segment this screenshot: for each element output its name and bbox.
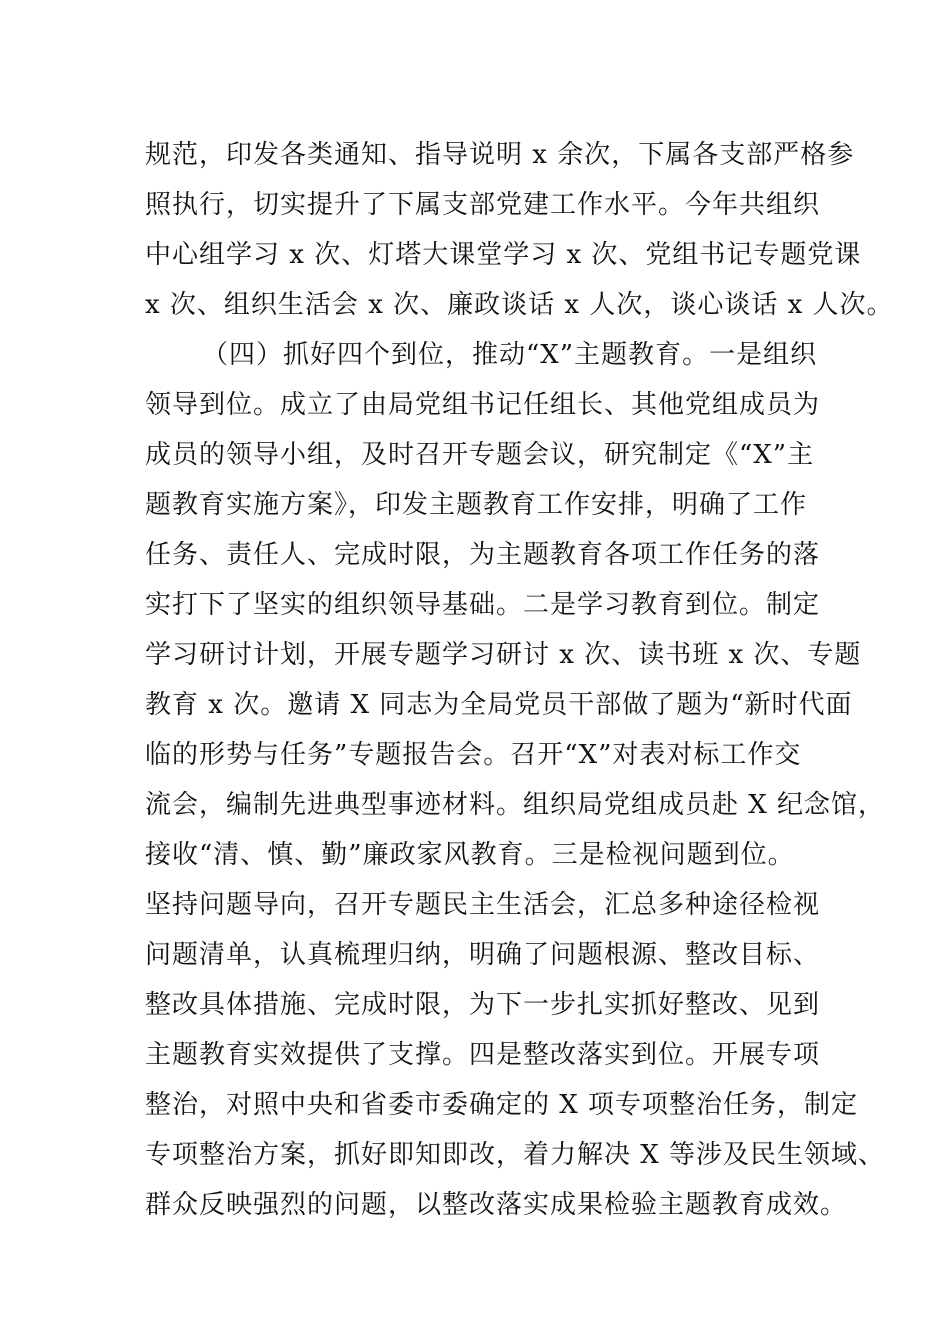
text-line-17: 问题清单，认真梳理归纳，明确了问题根源、整改目标、	[145, 940, 821, 970]
text-line-11: 学习研讨计划，开展专题学习研讨 x 次、读书班 x 次、专题	[145, 640, 862, 670]
text-line-1: 规范，印发各类通知、指导说明 x 余次，下属各支部严格参	[145, 140, 855, 170]
text-line-13: 临的形势与任务”专题报告会。召开“X”对表对标工作交	[145, 740, 802, 770]
text-line-19: 主题教育实效提供了支撑。四是整改落实到位。开展专项	[145, 1040, 821, 1070]
text-line-21: 专项整治方案，抓好即知即改，着力解决 X 等涉及民生领域、	[145, 1140, 886, 1170]
text-line-4: x 次、组织生活会 x 次、廉政谈话 x 人次，谈心谈话 x 人次。	[145, 290, 894, 320]
text-line-22: 群众反映强烈的问题，以整改落实成果检验主题教育成效。	[145, 1190, 848, 1220]
body-text	[145, 130, 894, 1230]
text-line-8: 题教育实施方案》，印发主题教育工作安排，明确了工作	[145, 490, 808, 520]
text-line-7: 成员的领导小组，及时召开专题会议，研究制定《“X”主	[145, 440, 815, 470]
text-line-6: 领导到位。成立了由局党组书记任组长、其他党组成员为	[145, 390, 821, 420]
section-heading-line: （四）抓好四个到位，推动“X”主题教育。一是组织	[202, 340, 818, 370]
text-line-10: 实打下了坚实的组织领导基础。二是学习教育到位。制定	[145, 590, 821, 620]
text-line-15: 接收“清、慎、勤”廉政家风教育。三是检视问题到位。	[145, 840, 795, 870]
text-line-18: 整改具体措施、完成时限，为下一步扎实抓好整改、见到	[145, 990, 821, 1020]
text-line-12: 教育 x 次。邀请 X 同志为全局党员干部做了题为“新时代面	[145, 690, 853, 720]
text-line-2: 照执行，切实提升了下属支部党建工作水平。今年共组织	[145, 190, 821, 220]
text-line-9: 任务、责任人、完成时限，为主题教育各项工作任务的落	[145, 540, 821, 570]
text-line-3: 中心组学习 x 次、灯塔大课堂学习 x 次、党组书记专题党课	[145, 240, 862, 270]
text-line-16: 坚持问题导向，召开专题民主生活会，汇总多种途径检视	[145, 890, 821, 920]
text-line-20: 整治，对照中央和省委市委确定的 X 项专项整治任务，制定	[145, 1090, 859, 1120]
text-line-14: 流会，编制先进典型事迹材料。组织局党组成员赴 X 纪念馆，	[145, 790, 886, 820]
